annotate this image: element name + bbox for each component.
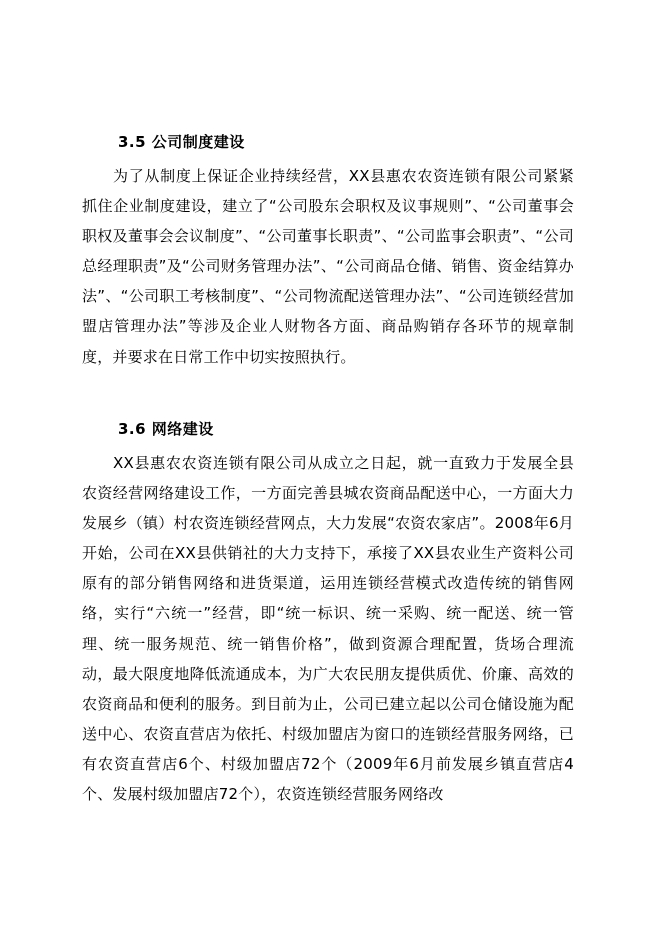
section-paragraph-network-construction: XX县惠农农资连锁有限公司从成立之日起，就一直致力于发展全县农资经营网络建设工作，一方面完善县城农资商品配送中心，一方面大力发展乡（镇）村农资连锁经营网点，大力发展“农资农家店”。2008年6月开始，公司在XX县供销社的大力支持下，承接了XX县农业生产资料公司原有的部分销售网络和进货渠道，运用连锁经营模式改造传统的销售网络，实行“六统一”经营，即“统一标识、统一采购、统一配送、统一管理、统一服务规范、统一销售价格”，做到资源合理配置，货场合理流动，最大限度地降低流通成本，为广大农民朋友提供质优、价廉、高效的农资商品和便利的服务。到目前为止，公司已建立起以公司仓储设施为配送中心、农资直营店为依托、村级加盟店为窗口的连锁经营服务网络，已有农资直营店6个、村级加盟店72个（2009年6月前发展乡镇直营店4个、发展村级加盟店72个），农资连锁经营服务网络改 bbox=[82, 454, 574, 804]
section-heading-system-construction: 3.5 公司制度建设 bbox=[118, 133, 245, 151]
section-paragraph-system-construction: 为了从制度上保证企业持续经营，XX县惠农农资连锁有限公司紧紧抓住企业制度建设，建立了“公司股东会职权及议事规则”、“公司董事会职权及董事会会议制度”、“公司董事长职责”、“公司监事会职责”、“公司总经理职责”及“公司财务管理办法”、“公司商品仓储、销售、资金结算办法”、“公司职工考核制度”、“公司物流配送管理办法”、“公司连锁经营加盟店管理办法”等涉及企业人财物各方面、商品购销存各环节的规章制度，并要求在日常工作中切实按照执行。 bbox=[82, 167, 574, 366]
section-heading-network-construction: 3.6 网络建设 bbox=[118, 420, 214, 438]
